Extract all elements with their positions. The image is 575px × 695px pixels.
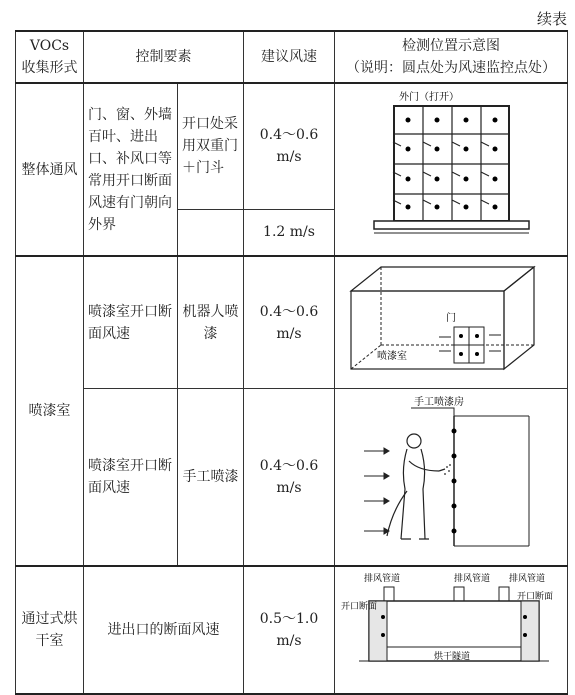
diagram-manual-label: 手工喷漆房 (413, 397, 464, 408)
diagram-whole-label: 外门（打开） (398, 92, 459, 103)
cell-speed-whole-2: 1.2 m/s (244, 209, 335, 256)
cell-control-spray-a: 喷漆室开口断面风速 (84, 256, 178, 389)
diagram-spray-door: 门 (445, 313, 456, 324)
cell-form-spray: 喷漆室 (16, 256, 84, 566)
diagram-spray-manual (335, 389, 568, 567)
cell-control-dry: 进出口的断面风速 (84, 566, 244, 694)
diagram-dry-open-left: 开口断面 (340, 602, 377, 612)
cell-control-whole: 门、窗、外墙百叶、进出口、补风口等常用开口断面风速有门朝向外界 (84, 83, 178, 256)
diagram-dry-open-right: 开口断面 (516, 592, 553, 602)
diagram-dry-exhaust-3: 排风管道 (508, 574, 545, 584)
diagram-whole (335, 83, 568, 256)
row-spray-manual (16, 389, 568, 567)
cell-speed-dry: 0.5～1.0 m/s (244, 566, 335, 694)
diagram-dry (335, 566, 568, 694)
diagram-dry-exhaust-1: 排风管道 (363, 574, 400, 584)
whole-ventilation-diagram (339, 86, 564, 246)
header-form: VOCs 收集形式 (16, 31, 84, 83)
vocs-table (15, 30, 568, 695)
cell-form-dry: 通过式烘干室 (16, 566, 84, 694)
cell-speed-spray-b: 0.4～0.6 m/s (244, 389, 335, 567)
cell-sub-whole-2 (178, 209, 244, 256)
header-diagram: 检测位置示意图 （说明：圆点处为风速监控点处） (335, 31, 568, 83)
diagram-spray-robot (335, 256, 568, 389)
row-spray-robot (16, 256, 568, 389)
diagram-dry-tunnel: 烘干隧道 (433, 652, 470, 662)
cell-sub-spray-b: 手工喷漆 (178, 389, 244, 567)
row-dry (16, 566, 568, 694)
cell-control-spray-b: 喷漆室开口断面风速 (84, 389, 178, 567)
cell-sub-spray-a: 机器人喷漆 (178, 256, 244, 389)
diagram-dry-exhaust-2: 排风管道 (453, 574, 490, 584)
dry-diagram (339, 569, 564, 684)
cell-speed-spray-a: 0.4～0.6 m/s (244, 256, 335, 389)
cell-sub-whole: 开口处采用双重门＋门斗 (178, 83, 244, 209)
diagram-spray-room: 喷漆室 (376, 351, 407, 362)
cell-speed-whole-1: 0.4～0.6 m/s (244, 83, 335, 209)
cell-form-whole: 整体通风 (16, 83, 84, 256)
header-control: 控制要素 (84, 31, 244, 83)
header-speed: 建议风速 (244, 31, 335, 83)
spray-robot-diagram (339, 259, 564, 379)
spray-manual-diagram (339, 391, 564, 556)
header-row (16, 31, 568, 83)
row-whole-ventilation (16, 83, 568, 209)
continued-label: 续表 (536, 10, 567, 28)
